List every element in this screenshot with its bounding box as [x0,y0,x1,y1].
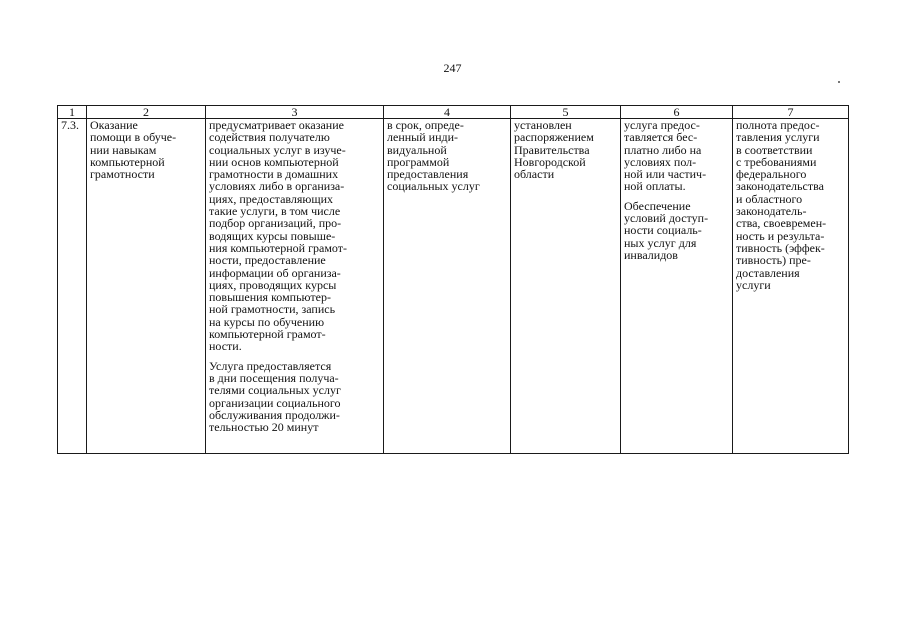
cell-paragraph: предусматривает оказание содействия получателю социальных услуг в изуче- нии основ компьютерной грамотности в домашних условиях либо в организа- циях, предоставляющих такие услуги, в том числе подбор организаций, про- водящих курсы повыше- ния компьютерной грамот- ности, предоставление информации об организа- циях, проводящих курсы повышения компьютер- ной грамотности, запись на курсы по обучению компьютерной грамот- ности. [209,118,347,354]
column-header-2: 2 [87,106,206,119]
column-header-7: 7 [733,106,849,119]
service-conditions-cell [621,119,733,454]
column-header-4: 4 [384,106,511,119]
service-tariff-cell [511,119,621,454]
page-number: 247 [443,61,462,75]
column-header-6: 6 [621,106,733,119]
cell-paragraph: полнота предос- тавления услуги в соответствии с требованиями федерального законодательства и областного законодатель- ства, своевремен- ность и результа- тивность (эффек- тивность) пре- доставления услуги [736,118,827,292]
table-row [58,119,849,454]
column-header-5: 5 [511,106,621,119]
services-table [57,105,849,454]
column-header-3: 3 [206,106,384,119]
service-name-cell [87,119,206,454]
cell-paragraph: Обеспечение условий доступ- ности социаль- ных услуг для инвалидов [624,198,709,262]
service-description-cell [206,119,384,454]
service-deadline-cell [384,119,511,454]
column-header-1: 1 [58,106,87,119]
cell-paragraph: услуга предос- тавляется бес- платно либо на условиях пол- ной или частич- ной оплаты. [624,118,707,194]
cell-paragraph: установлен распоряжением Правительства Новгородской области [514,118,594,182]
column-number-row [58,106,849,119]
cell-paragraph: в срок, опреде- ленный инди- видуальной программой предоставления социальных услуг [387,118,480,194]
cell-paragraph: Оказание помощи в обуче- нии навыкам компьютерной грамотности [90,118,177,182]
cell-paragraph: Услуга предоставляется в дни посещения получа- телями социальных услуг организации социального обслуживания продолжи- тельностью 20 минут [209,358,341,435]
row-number-cell [58,119,87,454]
service-quality-cell [733,119,849,454]
row-number: 7.3. [61,118,79,132]
scan-speck [838,81,840,83]
